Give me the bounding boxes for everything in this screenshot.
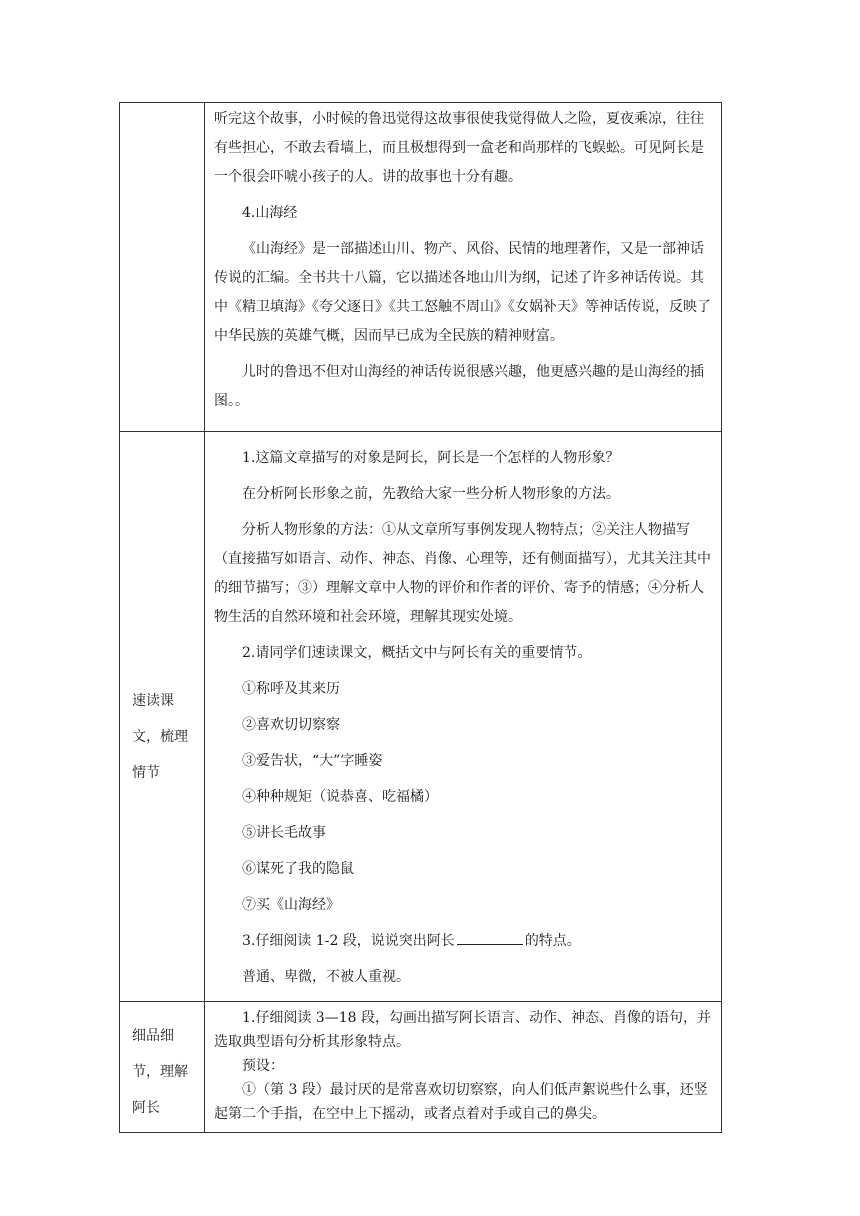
shanhaijing-interest-paragraph: 儿时的鲁迅不但对山海经的神话传说很感兴趣，他更感兴趣的是山海经的插图。。	[214, 364, 704, 409]
section-label-line: 文，梳理	[132, 728, 188, 745]
section-label-line: 细品细	[132, 1028, 174, 1044]
shanhaijing-description-paragraph: 《山海经》是一部描述山川、物产、风俗、民情的地理著作，又是一部神话传说的汇编。全书共十八篇，它以描述各地山川为纲，记述了许多神话传说。其中《精卫填海》《夸父逐日》《共工怒触不周山》《女娲补天》等神话传说，反映了中华民族的英雄气概，因而早已成为全民族的精神财富。	[214, 241, 711, 344]
section-content-cell	[205, 432, 722, 1002]
question-1: 1.这篇文章描写的对象是阿长，阿长是一个怎样的人物形象？	[242, 450, 620, 466]
fill-in-blank	[457, 932, 523, 945]
section-label-line: 阿长	[132, 1100, 160, 1116]
question-3-text-after: 的特点。	[524, 933, 581, 949]
section-content-cell	[205, 1002, 722, 1133]
plot-item: ①称呼及其来历	[242, 681, 340, 697]
preset-label: 预设：	[242, 1058, 284, 1074]
table-row	[120, 1002, 722, 1133]
plot-item: ②喜欢切切察察	[242, 717, 340, 733]
section-label	[120, 643, 204, 791]
section-label-cell	[120, 103, 205, 432]
section-content-cell	[205, 103, 722, 432]
answer-paragraph: 普通、卑微，不被人重视。	[242, 969, 410, 985]
method-paragraph: 分析人物形象的方法：①从文章所写事例发现人物特点；②关注人物描写（直接描写如语言、动作、神态、肖像、心理等，还有侧面描写），尤其关注其中的细节描写；③）理解文章中人物的评价和作者的评价、寄予的情感；④分析人物生活的自然环境和社会环境，理解其现实处境。	[214, 522, 711, 625]
task-paragraph: 1.仔细阅读 3—18 段，勾画出描写阿长语言、动作、神态、肖像的语句，并选取典型语句分析其形象特点。	[214, 1010, 711, 1050]
section-label-line: 节，理解	[132, 1064, 188, 1080]
question-3-text-before: 3.仔细阅读 1-2 段，说说突出阿长	[242, 933, 455, 949]
table-row	[120, 432, 722, 1002]
preset-example-paragraph: ①（第 3 段）最讨厌的是常喜欢切切察察，向人们低声絮说些什么事，还竖起第二个手指，在空中上下摇动，或者点着对手或自己的鼻尖。	[214, 1082, 708, 1122]
section-label-cell	[120, 1002, 205, 1133]
plot-item: ④种种规矩（说恭喜、吃福橘）	[242, 789, 438, 805]
plot-item: ⑦买《山海经》	[242, 897, 340, 913]
subheading-shanhaijing: 4.山海经	[242, 205, 298, 221]
plot-item: ⑤讲长毛故事	[242, 825, 326, 841]
method-intro-paragraph: 在分析阿长形象之前，先教给大家一些分析人物形象的方法。	[242, 486, 620, 502]
plot-item: ③爱告状，“大”字睡姿	[242, 753, 383, 769]
plot-item: ⑥谋死了我的隐鼠	[242, 861, 354, 877]
story-conclusion-paragraph: 听完这个故事，小时候的鲁迅觉得这故事很使我觉得做人之险，夏夜乘凉，往往有些担心，不敢去看墙上，而且极想得到一盒老和尚那样的飞蜈蚣。可见阿长是一个很会吓唬小孩子的人。讲的故事也十分有趣。	[214, 111, 704, 185]
question-3	[214, 927, 713, 956]
lesson-plan-table	[119, 102, 722, 1133]
section-label	[120, 1008, 204, 1126]
table-row	[120, 103, 722, 432]
section-label-line: 速读课	[132, 692, 174, 709]
section-label-line: 情节	[132, 764, 160, 781]
question-2: 2.请同学们速读课文，概括文中与阿长有关的重要情节。	[242, 645, 592, 661]
section-label-cell	[120, 432, 205, 1002]
